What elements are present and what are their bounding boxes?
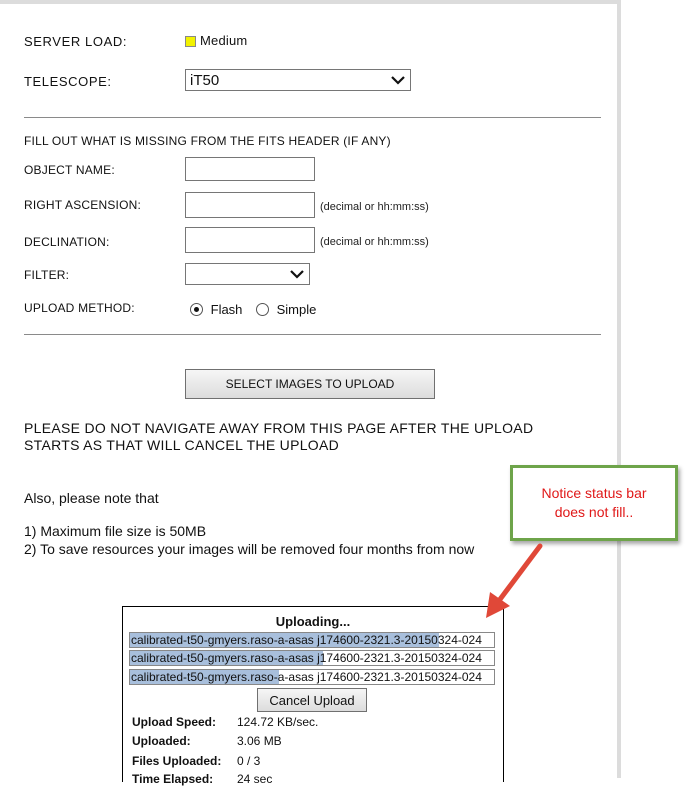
uploaded-value: 3.06 MB (237, 734, 282, 748)
radio-flash-label: Flash (210, 302, 243, 318)
right-ascension-label: RIGHT ASCENSION: (24, 198, 142, 212)
server-load-indicator (185, 36, 196, 47)
telescope-selected-value: iT50 (190, 71, 220, 89)
files-uploaded-value: 0 / 3 (237, 754, 261, 768)
radio-simple[interactable] (256, 303, 269, 316)
filter-label: FILTER: (24, 268, 70, 282)
time-elapsed-label: Time Elapsed: (132, 772, 214, 786)
upload-speed-label: Upload Speed: (132, 715, 217, 729)
divider-bottom (24, 334, 601, 335)
time-elapsed-value: 24 sec (237, 772, 273, 786)
telescope-select[interactable] (185, 69, 411, 91)
upload-speed-value: 124.72 KB/sec. (237, 715, 319, 729)
telescope-label: TELESCOPE: (24, 74, 112, 89)
filter-select[interactable] (185, 263, 310, 285)
file-progress-row (129, 632, 495, 648)
file-name: calibrated-t50-gmyers.raso-a-asas j174600-2321.3-20150324-024 (131, 670, 482, 684)
note-max-file-size: 1) Maximum file size is 50MB (24, 523, 207, 539)
fits-section-heading: FILL OUT WHAT IS MISSING FROM THE FITS HEADER (IF ANY) (24, 134, 391, 148)
object-name-label: OBJECT NAME: (24, 163, 115, 177)
note-retention: 2) To save resources your images will be removed four months from now (24, 541, 475, 557)
cancel-upload-button[interactable]: Cancel Upload (257, 688, 367, 712)
object-name-input[interactable] (185, 157, 315, 181)
radio-simple-label: Simple (276, 302, 317, 318)
declination-input[interactable] (185, 227, 315, 253)
callout-line-2: does not fill.. (554, 504, 634, 520)
upload-method-option-simple[interactable] (256, 301, 316, 317)
files-uploaded-label: Files Uploaded: (132, 754, 222, 768)
declination-hint: (decimal or hh:mm:ss) (320, 236, 429, 248)
upload-method-label: UPLOAD METHOD: (24, 301, 135, 315)
uploaded-label: Uploaded: (132, 734, 191, 748)
file-progress-row (129, 650, 495, 666)
upload-method-option-flash[interactable] (190, 301, 242, 317)
radio-flash[interactable] (190, 303, 203, 316)
server-load-label: SERVER LOAD: (24, 34, 128, 49)
divider-top (24, 117, 601, 118)
declination-label: DECLINATION: (24, 235, 110, 249)
file-name: calibrated-t50-gmyers.raso-a-asas j174600-2321.3-20150324-024 (131, 651, 482, 665)
navigation-warning: PLEASE DO NOT NAVIGATE AWAY FROM THIS PAGE AFTER THE UPLOAD STARTS AS THAT WILL CANCEL THE UPLOAD (24, 420, 534, 453)
chevron-down-icon (390, 75, 406, 85)
file-progress-row (129, 669, 495, 685)
upload-dialog-title: Uploading... (275, 614, 351, 629)
file-name: calibrated-t50-gmyers.raso-a-asas j174600-2321.3-20150324-024 (131, 633, 482, 647)
server-load-value: Medium (200, 33, 248, 48)
annotation-arrow-icon (480, 540, 550, 620)
chevron-down-icon (289, 269, 305, 279)
right-ascension-input[interactable] (185, 192, 315, 218)
callout-line-1: Notice status bar (541, 485, 647, 501)
right-ascension-hint: (decimal or hh:mm:ss) (320, 201, 429, 213)
notes-intro: Also, please note that (24, 490, 159, 506)
upload-progress-dialog (122, 606, 504, 786)
select-images-button[interactable]: SELECT IMAGES TO UPLOAD (185, 369, 435, 399)
annotation-callout (510, 465, 678, 541)
